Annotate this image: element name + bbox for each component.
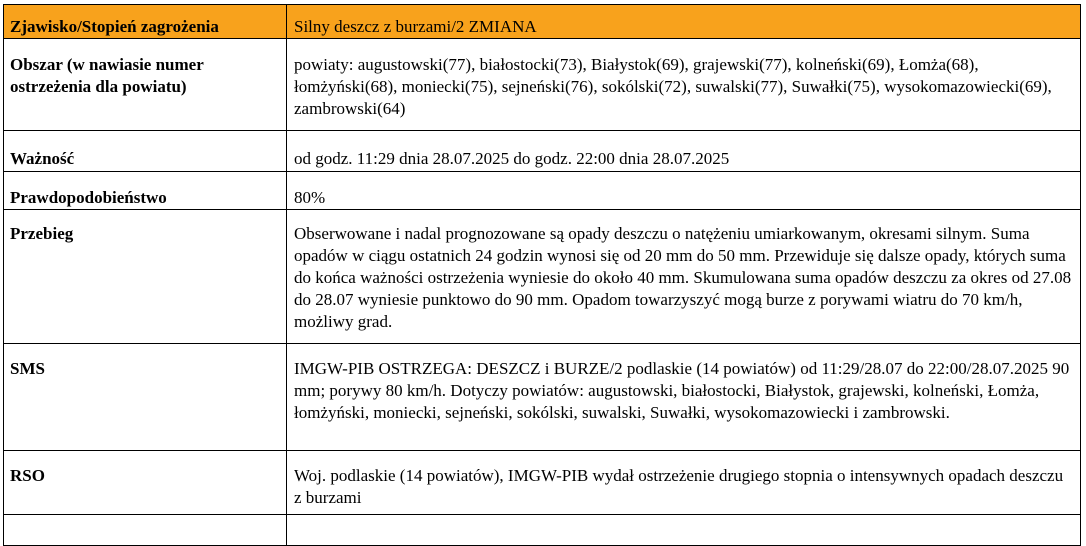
warning-table xyxy=(3,4,1081,546)
table-row xyxy=(4,451,1081,515)
row-value-probability: 80% xyxy=(287,172,1081,210)
table-row xyxy=(4,344,1081,451)
header-row xyxy=(4,5,1081,39)
row-value-course: Obserwowane i nadal prognozowane są opady deszczu o natężeniu umiarkowanym, okresami silnym. Suma opadów w ciągu ostatnich 24 godzin wynosi się od 20 mm do 50 mm. Przewiduje się dalsze opady, których suma do końca ważności ostrzeżenia wyniesie do około 40 mm. Skumulowana suma opadów deszczu za okres od 27.08 do 28.07 wyniesie punktowo do 90 mm. Opadom towarzyszyć mogą burze z porywami wiatru do 70 km/h, możliwy grad. xyxy=(287,210,1081,344)
table-row xyxy=(4,172,1081,210)
table-row xyxy=(4,39,1081,131)
row-label-sms: SMS xyxy=(4,344,287,451)
row-label-probability: Prawdopodobieństwo xyxy=(4,172,287,210)
row-value-empty xyxy=(287,515,1081,546)
row-label-area: Obszar (w nawiasie numer ostrzeżenia dla powiatu) xyxy=(4,39,287,131)
row-value-rso: Woj. podlaskie (14 powiatów), IMGW-PIB wydał ostrzeżenie drugiego stopnia o intensywnych opadach deszczu z burzami xyxy=(287,451,1081,515)
row-value-area: powiaty: augustowski(77), białostocki(73), Białystok(69), grajewski(77), kolneński(69), Łomża(68), łomżyński(68), moniecki(75), sejneński(76), sokólski(72), suwalski(77), Suwałki(75), wysokomazowiecki(69), zambrowski(64) xyxy=(287,39,1081,131)
header-value: Silny deszcz z burzami/2 ZMIANA xyxy=(287,5,1081,39)
table-row xyxy=(4,131,1081,172)
row-label-rso: RSO xyxy=(4,451,287,515)
table-row xyxy=(4,210,1081,344)
row-value-validity: od godz. 11:29 dnia 28.07.2025 do godz. 22:00 dnia 28.07.2025 xyxy=(287,131,1081,172)
row-label-course: Przebieg xyxy=(4,210,287,344)
row-label-empty xyxy=(4,515,287,546)
table-row-empty xyxy=(4,515,1081,546)
row-label-validity: Ważność xyxy=(4,131,287,172)
row-value-sms: IMGW-PIB OSTRZEGA: DESZCZ i BURZE/2 podlaskie (14 powiatów) od 11:29/28.07 do 22:00/28.07.2025 90 mm; porywy 80 km/h. Dotyczy powiatów: augustowski, białostocki, Białystok, grajewski, kolneński, Łomża, łomżyński, moniecki, sejneński, sokólski, suwalski, Suwałki, wysokomazowiecki i zambrowski. xyxy=(287,344,1081,451)
header-label: Zjawisko/Stopień zagrożenia xyxy=(4,5,287,39)
